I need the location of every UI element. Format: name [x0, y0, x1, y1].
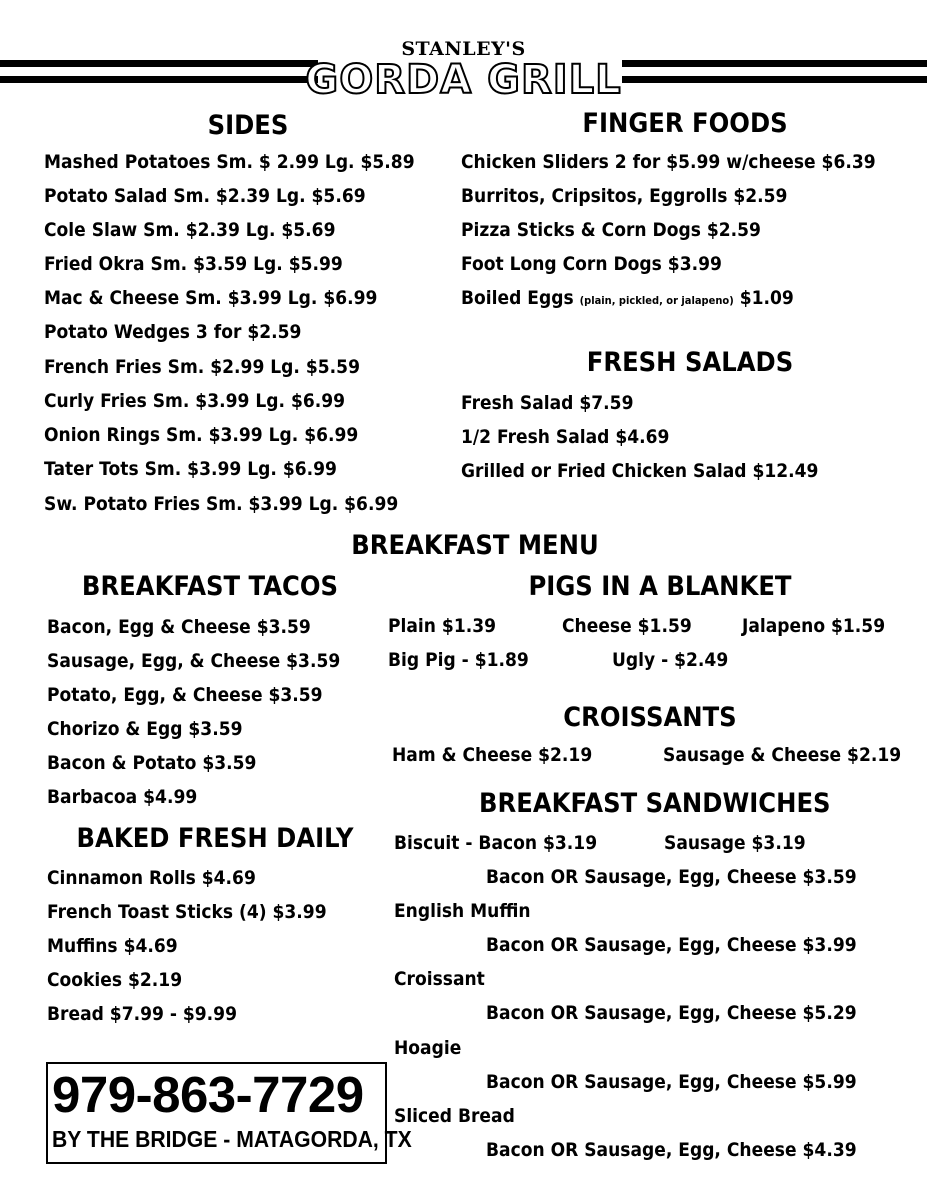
- sandwich-biscuit-combo: Bacon OR Sausage, Egg, Cheese $3.59: [486, 866, 857, 888]
- boiled-eggs-note: (plain, pickled, or jalapeno): [579, 294, 734, 307]
- brand-logo-text: GORDA GRILL: [305, 57, 622, 103]
- sandwich-english-muffin: English Muffin: [394, 900, 531, 922]
- list-item: Fresh Salad $7.59: [461, 392, 634, 414]
- list-item: French Fries Sm. $2.99 Lg. $5.59: [44, 356, 360, 378]
- list-item: Cookies $2.19: [47, 969, 183, 991]
- pig-jalapeno: Jalapeno $1.59: [742, 615, 886, 637]
- list-item: Chicken Sliders 2 for $5.99 w/cheese $6.39: [461, 151, 876, 173]
- sandwich-hoagie-combo: Bacon OR Sausage, Egg, Cheese $5.99: [486, 1071, 857, 1093]
- list-item: Potato, Egg, & Cheese $3.59: [47, 684, 323, 706]
- list-item: Potato Wedges 3 for $2.59: [44, 321, 302, 343]
- phone-number: 979-863-7729: [52, 1066, 364, 1123]
- list-item: Muffins $4.69: [47, 935, 178, 957]
- list-item: Fried Okra Sm. $3.59 Lg. $5.99: [44, 253, 343, 275]
- list-item: Cinnamon Rolls $4.69: [47, 867, 256, 889]
- boiled-eggs-name: Boiled Eggs: [461, 287, 574, 309]
- list-item: Cole Slaw Sm. $2.39 Lg. $5.69: [44, 219, 336, 241]
- breakfast-sandwiches-heading: BREAKFAST SANDWICHES: [479, 788, 831, 819]
- pig-ugly: Ugly - $2.49: [612, 649, 729, 671]
- list-item: Foot Long Corn Dogs $3.99: [461, 253, 722, 275]
- list-item: Burritos, Cripsitos, Eggrolls $2.59: [461, 185, 788, 207]
- boiled-eggs-price: $1.09: [739, 287, 794, 309]
- list-item: Bacon, Egg & Cheese $3.59: [47, 616, 311, 638]
- sandwich-biscuit-sausage: Sausage $3.19: [664, 832, 806, 854]
- list-item: French Toast Sticks (4) $3.99: [47, 901, 327, 923]
- list-item: Potato Salad Sm. $2.39 Lg. $5.69: [44, 185, 366, 207]
- sandwich-biscuit-bacon: Biscuit - Bacon $3.19: [394, 832, 598, 854]
- breakfast-menu-heading: BREAKFAST MENU: [351, 530, 599, 561]
- list-item: Chorizo & Egg $3.59: [47, 718, 243, 740]
- list-item: Sw. Potato Fries Sm. $3.99 Lg. $6.99: [44, 493, 399, 515]
- brand-name-top: STANLEY'S: [401, 38, 526, 60]
- list-item: Tater Tots Sm. $3.99 Lg. $6.99: [44, 458, 337, 480]
- list-item-boiled-eggs: [461, 286, 794, 313]
- croissant-sausage-cheese: Sausage & Cheese $2.19: [663, 744, 902, 766]
- sandwich-sliced-bread-combo: Bacon OR Sausage, Egg, Cheese $4.39: [486, 1139, 857, 1161]
- baked-fresh-daily-heading: BAKED FRESH DAILY: [76, 823, 354, 854]
- list-item: Mac & Cheese Sm. $3.99 Lg. $6.99: [44, 287, 378, 309]
- sandwich-sliced-bread: Sliced Bread: [394, 1105, 515, 1127]
- pig-cheese: Cheese $1.59: [562, 615, 692, 637]
- sandwich-english-muffin-combo: Bacon OR Sausage, Egg, Cheese $3.99: [486, 934, 857, 956]
- finger-foods-heading: FINGER FOODS: [582, 108, 788, 139]
- sandwich-croissant: Croissant: [394, 968, 485, 990]
- list-item: Onion Rings Sm. $3.99 Lg. $6.99: [44, 424, 359, 446]
- contact-box: [46, 1062, 412, 1164]
- breakfast-tacos-heading: BREAKFAST TACOS: [81, 571, 339, 602]
- list-item: Curly Fries Sm. $3.99 Lg. $6.99: [44, 390, 346, 412]
- sandwich-hoagie: Hoagie: [394, 1037, 462, 1059]
- list-item: 1/2 Fresh Salad $4.69: [461, 426, 670, 448]
- croissant-ham-cheese: Ham & Cheese $2.19: [392, 744, 593, 766]
- location-text: BY THE BRIDGE - MATAGORDA, TX: [52, 1126, 412, 1152]
- list-item: Mashed Potatoes Sm. $ 2.99 Lg. $5.89: [44, 151, 415, 173]
- pig-plain: Plain $1.39: [388, 615, 497, 637]
- fresh-salads-heading: FRESH SALADS: [586, 347, 794, 378]
- list-item: Sausage, Egg, & Cheese $3.59: [47, 650, 341, 672]
- list-item: Grilled or Fried Chicken Salad $12.49: [461, 460, 819, 482]
- croissants-heading: CROISSANTS: [563, 702, 737, 733]
- pigs-in-a-blanket-heading: PIGS IN A BLANKET: [528, 571, 792, 602]
- sandwich-croissant-combo: Bacon OR Sausage, Egg, Cheese $5.29: [486, 1002, 857, 1024]
- pig-big-pig: Big Pig - $1.89: [388, 649, 529, 671]
- list-item: Bread $7.99 - $9.99: [47, 1003, 237, 1025]
- list-item: Bacon & Potato $3.59: [47, 752, 257, 774]
- sides-heading: SIDES: [207, 110, 289, 141]
- list-item: Pizza Sticks & Corn Dogs $2.59: [461, 219, 761, 241]
- list-item: Barbacoa $4.99: [47, 786, 198, 808]
